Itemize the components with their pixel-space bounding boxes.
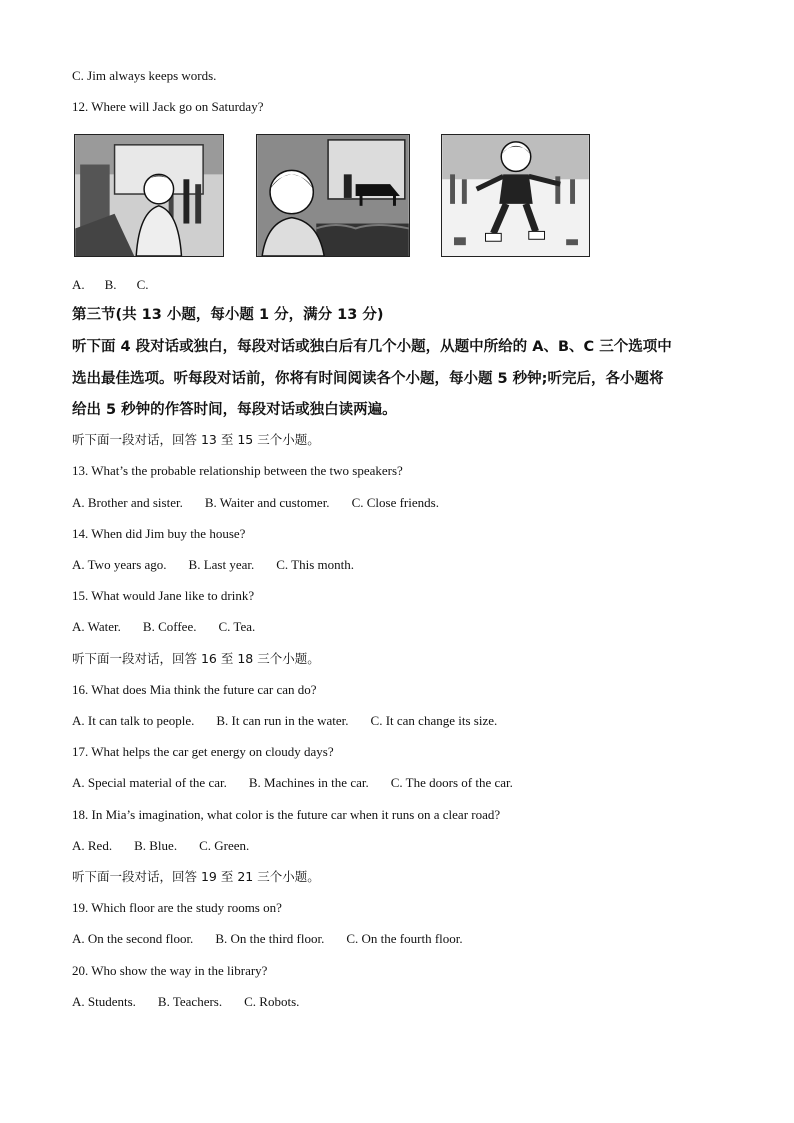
instructions-line-2: 选出最佳选项。听每段对话前，你将有时间阅读各个小题，每小题 5 秒钟;听完后，各小题将 bbox=[72, 371, 664, 387]
instructions-line-1: 听下面 4 段对话或独白，每段对话或独白后有几个小题，从题中所给的 A、B、C 三个选项中 bbox=[72, 339, 672, 355]
picture-b bbox=[256, 134, 410, 257]
q16-option-b: B. It can run in the water. bbox=[216, 713, 349, 728]
q15-option-a: A. Water. bbox=[72, 619, 121, 634]
q14-option-c: C. This month. bbox=[276, 557, 355, 572]
q14-option-a: A. Two years ago. bbox=[72, 557, 167, 572]
q16-option-a: A. It can talk to people. bbox=[72, 713, 195, 728]
q12-option-b: B. bbox=[104, 277, 117, 292]
q18-options bbox=[72, 837, 249, 855]
ice-skating-scene-icon bbox=[442, 135, 589, 256]
question-19: 19. Which floor are the study rooms on? bbox=[72, 900, 282, 915]
q20-option-a: A. Students. bbox=[72, 994, 136, 1009]
group-heading-13-15: 听下面一段对话，回答 13 至 15 三个小题。 bbox=[72, 432, 320, 447]
q13-options bbox=[72, 494, 439, 512]
q19-option-c: C. On the fourth floor. bbox=[346, 931, 463, 946]
q17-options bbox=[72, 774, 513, 792]
instructions-line-3: 给出 5 秒钟的作答时间，每段对话或独白读两遍。 bbox=[72, 402, 397, 418]
q15-options bbox=[72, 618, 255, 636]
q20-option-c: C. Robots. bbox=[244, 994, 300, 1009]
q14-option-b: B. Last year. bbox=[188, 557, 255, 572]
q17-option-b: B. Machines in the car. bbox=[248, 775, 369, 790]
museum-scene-icon bbox=[75, 135, 223, 256]
q12-options bbox=[72, 276, 148, 294]
q15-option-c: C. Tea. bbox=[218, 619, 256, 634]
question-20: 20. Who show the way in the library? bbox=[72, 963, 268, 978]
question-13: 13. What’s the probable relationship between the two speakers? bbox=[72, 463, 403, 478]
group-heading-19-21: 听下面一段对话，回答 19 至 21 三个小题。 bbox=[72, 869, 320, 884]
section-title: 第三节(共 13 小题，每小题 1 分，满分 13 分) bbox=[72, 307, 384, 323]
q13-option-b: B. Waiter and customer. bbox=[204, 495, 330, 510]
question-17: 17. What helps the car get energy on cloudy days? bbox=[72, 744, 334, 759]
q19-option-a: A. On the second floor. bbox=[72, 931, 194, 946]
question-16: 16. What does Mia think the future car can do? bbox=[72, 682, 317, 697]
group-heading-16-18: 听下面一段对话，回答 16 至 18 三个小题。 bbox=[72, 651, 320, 666]
q17-option-a: A. Special material of the car. bbox=[72, 775, 227, 790]
question-15: 15. What would Jane like to drink? bbox=[72, 588, 255, 603]
q12-option-c: C. bbox=[136, 277, 149, 292]
q18-option-c: C. Green. bbox=[199, 838, 250, 853]
q15-option-b: B. Coffee. bbox=[142, 619, 197, 634]
concert-piano-scene-icon bbox=[257, 135, 409, 256]
q17-option-c: C. The doors of the car. bbox=[390, 775, 513, 790]
q16-options bbox=[72, 712, 497, 730]
q12-option-a: A. bbox=[72, 277, 85, 292]
question-18: 18. In Mia’s imagination, what color is the future car when it runs on a clear road? bbox=[72, 807, 501, 822]
picture-a bbox=[74, 134, 224, 257]
q18-option-b: B. Blue. bbox=[134, 838, 178, 853]
q13-option-c: C. Close friends. bbox=[351, 495, 439, 510]
q20-option-b: B. Teachers. bbox=[157, 994, 223, 1009]
q13-option-a: A. Brother and sister. bbox=[72, 495, 183, 510]
q19-option-b: B. On the third floor. bbox=[215, 931, 325, 946]
question-12: 12. Where will Jack go on Saturday? bbox=[72, 99, 264, 114]
q19-options bbox=[72, 930, 463, 948]
q11-option-c: C. Jim always keeps words. bbox=[72, 68, 217, 83]
question-14: 14. When did Jim buy the house? bbox=[72, 526, 246, 541]
picture-c bbox=[441, 134, 590, 257]
q18-option-a: A. Red. bbox=[72, 838, 113, 853]
q16-option-c: C. It can change its size. bbox=[370, 713, 498, 728]
q14-options bbox=[72, 556, 354, 574]
q20-options bbox=[72, 993, 299, 1011]
